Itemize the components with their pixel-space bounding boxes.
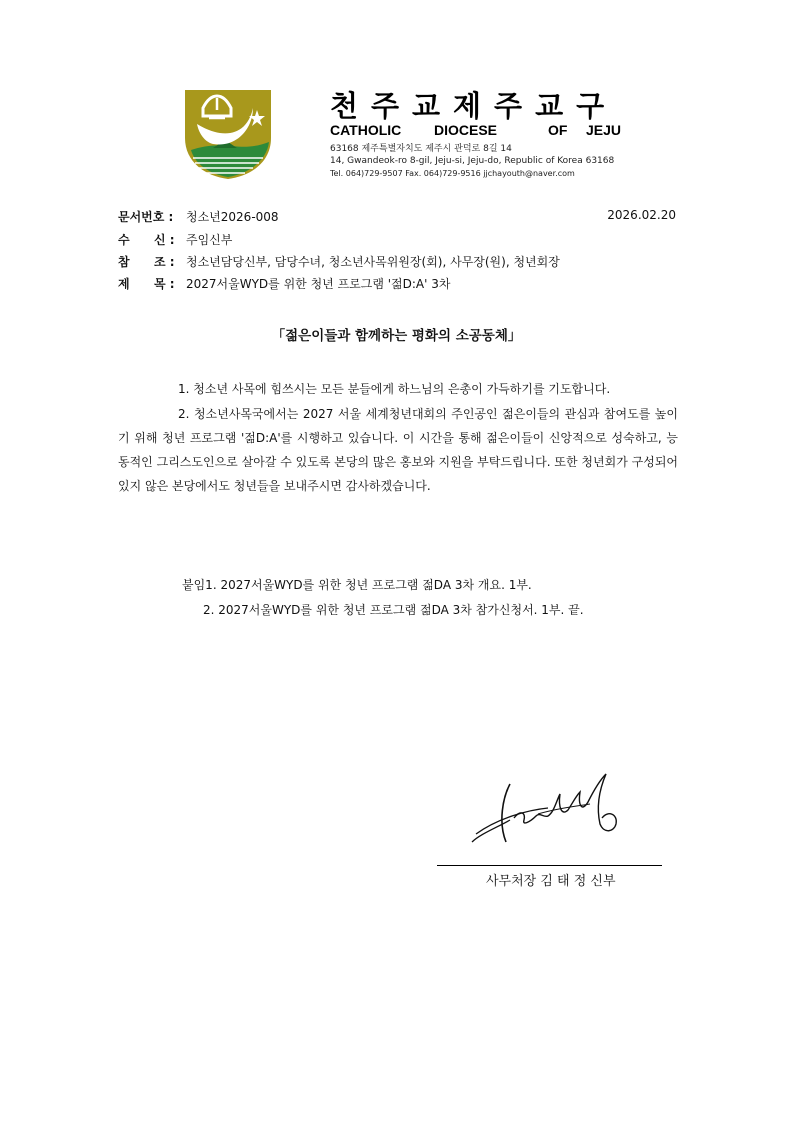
- address-english: 14, Gwandeok-ro 8-gil, Jeju-si, Jeju-do, Republic of Korea 63168: [330, 156, 615, 166]
- handwritten-signature: [468, 772, 628, 852]
- reference-row: [118, 253, 560, 270]
- reference: 청소년담당신부, 담당수녀, 청소년사목위원장(회), 사무장(원), 청년회장: [186, 255, 560, 269]
- title-label-a: 제: [118, 277, 130, 291]
- title-label-b: 목 :: [154, 277, 175, 291]
- org-en-word: OF: [548, 122, 568, 138]
- recipient-label-b: 신 :: [154, 233, 175, 247]
- org-en-word: JEJU: [586, 122, 622, 138]
- reference-label-a: 참: [118, 255, 130, 269]
- address-korean: 63168 제주특별자치도 제주시 관덕로 8길 14: [330, 144, 512, 154]
- document-date: 2026.02.20: [607, 208, 676, 222]
- subject-title: 「젊은이들과 함께하는 평화의 소공동체」: [271, 328, 522, 344]
- contact-info: Tel. 064)729-9507 Fax. 064)729-9516 jjchayouth@naver.com: [330, 169, 575, 178]
- body-text: [118, 402, 678, 498]
- attachment-item-2: 2. 2027서울WYD를 위한 청년 프로그램 젊DA 3차 참가신청서. 1부. 끝.: [203, 603, 584, 617]
- recipient: 주임신부: [186, 233, 233, 247]
- title-row: [118, 275, 450, 292]
- signer-name: 사무처장 김 태 정 신부: [486, 874, 616, 889]
- organization-name-english: [330, 122, 621, 138]
- body-paragraph-2: 2. 청소년사목국에서는 2027 서울 세계청년대회의 주인공인 젊은이들의 관심과 참여도를 높이기 위해 청년 프로그램 '젊D:A'를 시행하고 있습니다. 이 시간을 통해 젊은이들이 신앙적으로 성숙하고, 능동적인 그리스도인으로 살아갈 수 있도록 본당의 많은 홍보와 지원을 부탁드립니다. 또한 청년회가 구성되어 있지 않은 본당에서도 청년들을 보내주시면 감사하겠습니다.: [118, 407, 678, 493]
- recipient-row: [118, 231, 232, 248]
- doc-number: 청소년2026-008: [186, 210, 279, 224]
- org-en-word: CATHOLIC: [330, 122, 402, 138]
- attachment-item-1: 붙임1. 2027서울WYD를 위한 청년 프로그램 젊DA 3차 개요. 1부.: [182, 578, 532, 592]
- diocese-logo: [183, 88, 273, 180]
- reference-label-b: 조 :: [154, 255, 175, 269]
- document-title: 2027서울WYD를 위한 청년 프로그램 '젊D:A' 3차: [186, 277, 451, 291]
- signature-line: [437, 865, 662, 866]
- body-paragraph-1: 1. 청소년 사목에 힘쓰시는 모든 분들에게 하느님의 은총이 가득하기를 기도합니다.: [178, 382, 611, 396]
- doc-number-label: 문서번호 :: [118, 210, 174, 224]
- doc-number-row: [118, 208, 279, 225]
- organization-name-korean: 천주교제주교구: [330, 89, 618, 123]
- recipient-label-a: 수: [118, 233, 130, 247]
- org-en-word: DIOCESE: [434, 122, 498, 138]
